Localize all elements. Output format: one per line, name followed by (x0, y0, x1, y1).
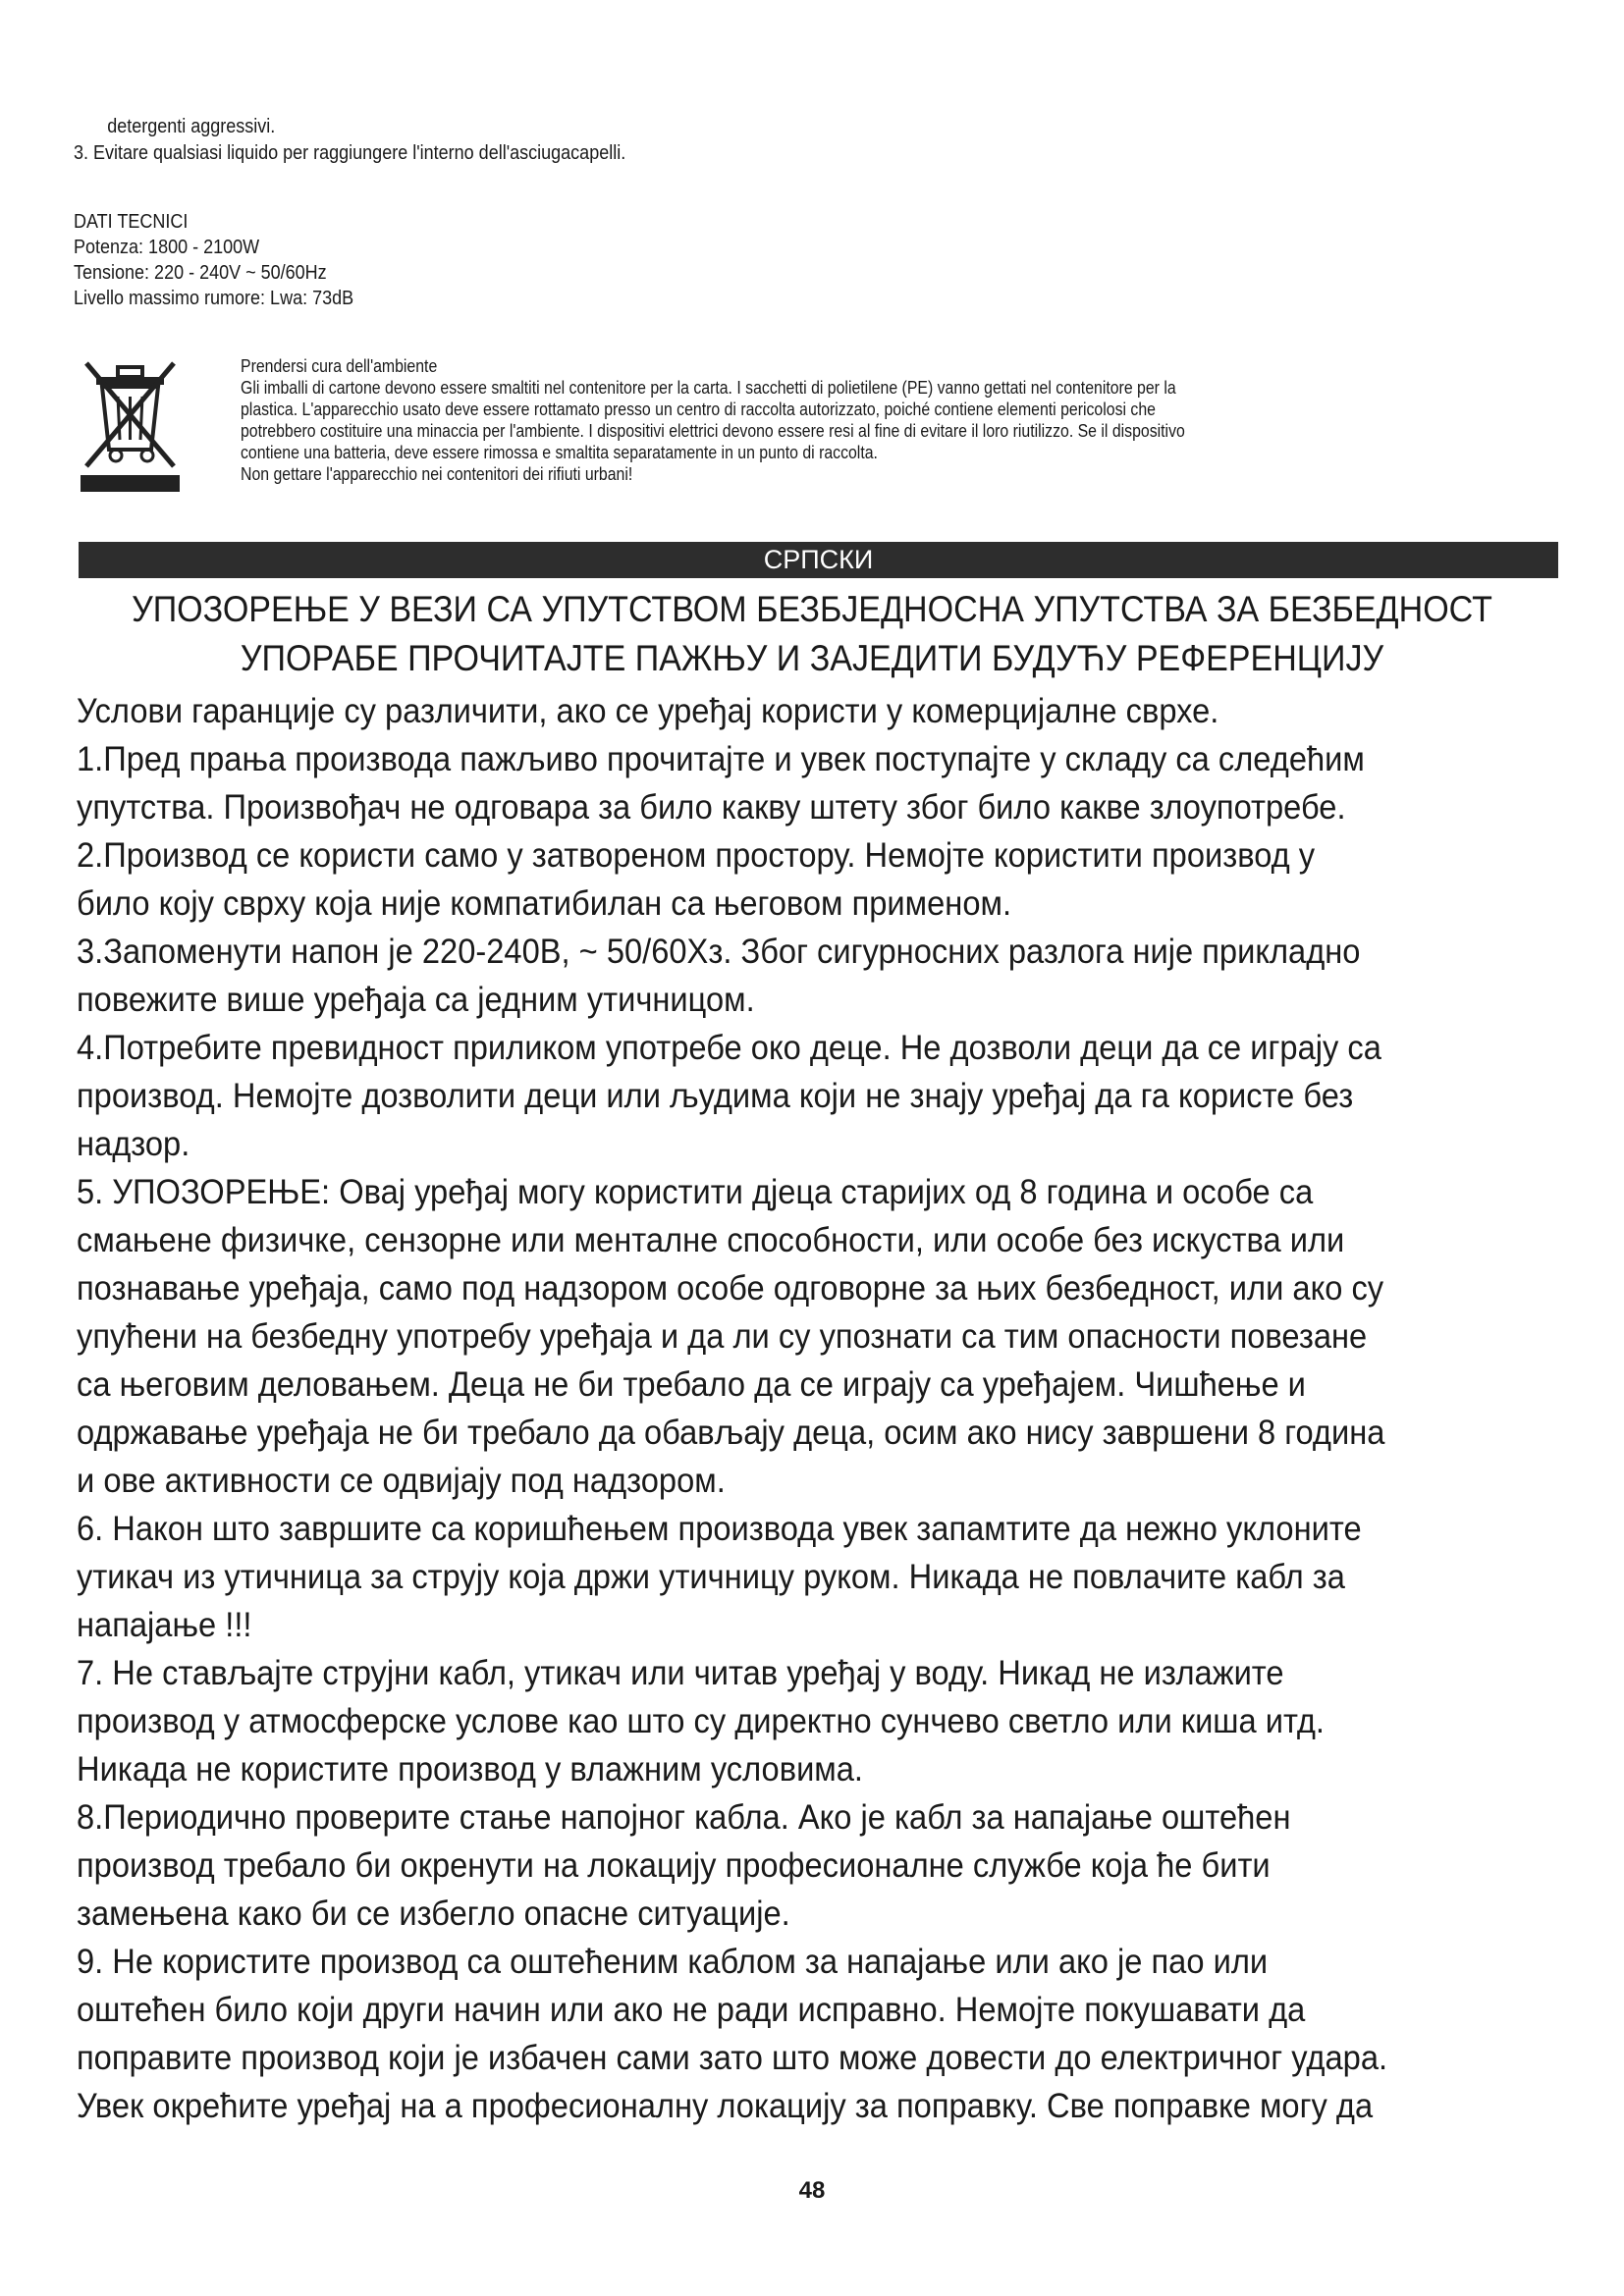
body-line: 2.Производ се користи само у затвореном простору. Немојте користити производ у (77, 835, 1316, 875)
body-line: 6. Након што завршите са коришћењем производа увек запамтите да нежно уклоните (77, 1509, 1362, 1548)
technical-data-power: Potenza: 1800 - 2100W (74, 237, 260, 258)
body-line: поправите производ који је избачен сами зато што може довести до електричног удара. (77, 2038, 1388, 2077)
body-line: замењена како би се избегло опасне ситуације. (77, 1894, 790, 1933)
body-line: упућени на безбедну употребу уређаја и да ли су упознати са тим опасности повезане (77, 1316, 1368, 1356)
body-line: упутства. Произвођач не одговара за било какву штету због било какве злоупотребе. (77, 787, 1346, 827)
technical-data (74, 209, 353, 311)
body-line: повежите више уређаја са једним утичницом. (77, 980, 755, 1019)
body-line: производ у атмосферске услове као што су директно сунчево светло или киша итд. (77, 1701, 1326, 1740)
environment-text-line: contiene una batteria, deve essere rimossa e smaltita separatamente in un punto di raccolta. (241, 443, 878, 462)
environment-title: Prendersi cura dell'ambiente (241, 356, 438, 376)
body-line: Никада не користите производ у влажним условима. (77, 1749, 864, 1789)
body-line: производ требало би окренути на локацију професионалне службе која ће бити (77, 1845, 1271, 1885)
body-line: 1.Пред прања производа пажљиво прочитајте и увек поступајте у складу са следећим (77, 739, 1365, 778)
body-line: Услови гаранције су различити, ако се уређај користи у комерцијалне сврхе. (77, 691, 1219, 730)
body-line: Увек окрећите уређај на а професионалну локацију за поправку. Све поправке могу да (77, 2086, 1374, 2125)
body-line: производ. Немојте дозволити деци или људима који не знају уређај да га користе без (77, 1076, 1354, 1115)
body-line: смањене физичке, сензорне или менталне способности, или особе без искуства или (77, 1220, 1345, 1259)
instruction-line: 3. Evitare qualsiasi liquido per raggiungere l'interno dell'asciugacapelli. (74, 142, 626, 164)
headline-line: УПОЗОРЕЊЕ У ВЕЗИ СА УПУТСТВОМ БЕЗБЈЕДНОСНА УПУТСТВА ЗА БЕЗБЕДНОСТ (132, 589, 1492, 629)
environment-warning: Non gettare l'apparecchio nei contenitori dei rifiuti urbani! (241, 464, 633, 484)
body-line: 7. Не стављајте струјни кабл, утикач или читав уређај у воду. Никад не излажите (77, 1653, 1284, 1692)
environment-text-line: plastica. L'apparecchio usato deve essere rottamato presso un centro di raccolta autorizzato, poiché contiene elementi pericolosi che (241, 400, 1156, 419)
body-line: са његовим деловањем. Деца не би требало да се играју са уређајем. Чишћење и (77, 1364, 1306, 1404)
technical-data-voltage: Tensione: 220 - 240V ~ 50/60Hz (74, 262, 327, 284)
page-number: 48 (798, 2177, 826, 2204)
body-line: 5. УПОЗОРЕЊЕ: Овај уређај могу користити дјеца старијих од 8 година и особе са (77, 1172, 1314, 1211)
body-line: утикач из утичница за струју која држи утичницу руком. Никада не повлачите кабл за (77, 1557, 1345, 1596)
body-line: надзор. (77, 1124, 190, 1163)
body-line: било коју сврху која није компатибилан са његовом применом. (77, 883, 1012, 923)
environment-notice (241, 355, 1511, 485)
safety-instructions-body (77, 687, 1612, 2130)
body-line: напајање !!! (77, 1605, 252, 1644)
body-line: 9. Не користите производ са оштећеним каблом за напајање или ако је пао или (77, 1942, 1269, 1981)
body-line: 4.Потребите превидност приликом употребе око деце. Не дозволи деци да се играју са (77, 1028, 1381, 1067)
instruction-line: detergenti aggressivi. (107, 116, 276, 137)
body-line: познавање уређаја, само под надзором особе одговорне за њих безбедност, или ако су (77, 1268, 1384, 1308)
technical-data-noise: Livello massimo rumore: Lwa: 73dB (74, 288, 354, 309)
body-line: оштећен било који други начин или ако не ради исправно. Немојте покушавати да (77, 1990, 1306, 2029)
body-line: 8.Периодично проверите стање напојног кабла. Ако је кабл за напајање оштећен (77, 1797, 1291, 1837)
italian-cleaning-instructions (74, 114, 1399, 167)
crossed-out-wheelie-bin-icon (79, 353, 182, 494)
body-line: 3.Запоменути напон је 220-240В, ~ 50/60Хз. Због сигурносних разлога није прикладно (77, 932, 1361, 971)
language-section-header: СРПСКИ (79, 542, 1558, 578)
environment-text-line: Gli imballi di cartone devono essere smaltiti nel contenitore per la carta. I sacchetti di polietilene (PE) vanno gettati nel contenitore per la (241, 378, 1176, 398)
headline-line: УПОРАБЕ ПРОЧИТАЈТЕ ПАЖЊУ И ЗАЈЕДИТИ БУДУЋУ РЕФЕРЕНЦИЈУ (240, 638, 1384, 678)
safety-warning-headline (0, 585, 1624, 683)
body-line: одржавање уређаја не би требало да обављају деца, осим ако нису завршени 8 година (77, 1413, 1385, 1452)
body-line: и ове активности се одвијају под надзором. (77, 1461, 726, 1500)
environment-text-line: potrebbero costituire una minaccia per l'ambiente. I dispositivi elettrici devono essere resi al fine di evitare il loro riutilizzo. Se il dispositivo (241, 421, 1185, 441)
technical-data-title: DATI TECNICI (74, 211, 189, 233)
